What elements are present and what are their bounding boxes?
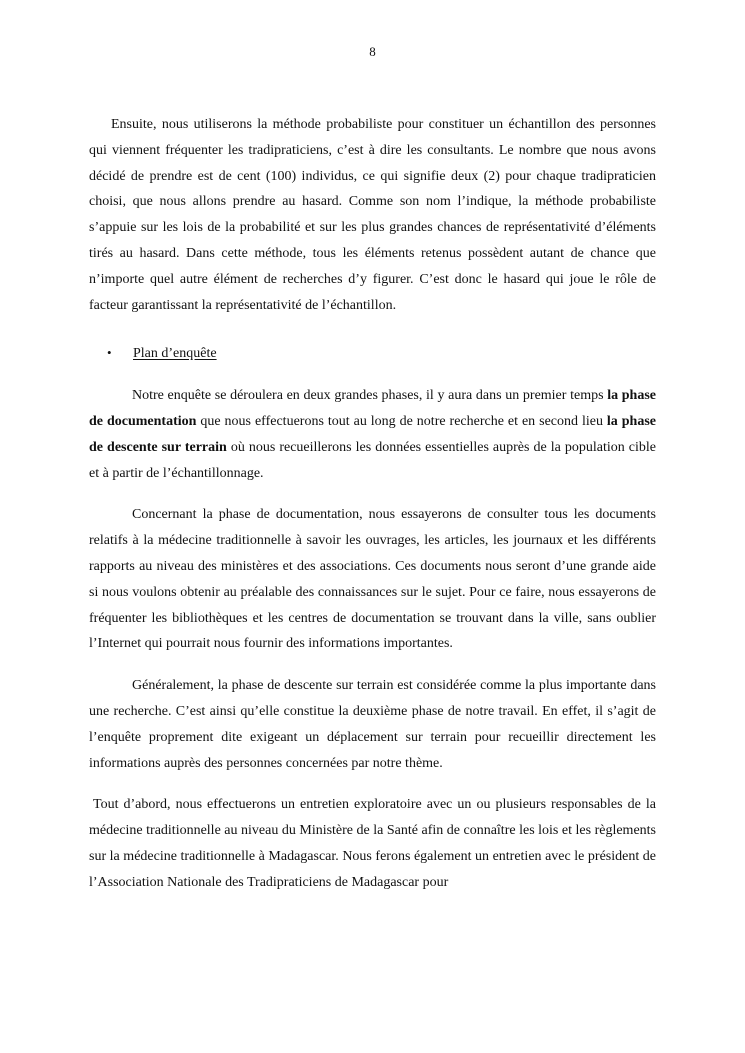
document-body xyxy=(89,112,656,896)
paragraph-text: que nous effectuerons tout au long de notre recherche et en second lieu xyxy=(196,413,607,429)
bold-phrase-field-phase: la phase de descente sur terrain xyxy=(89,413,657,455)
bold-phrase-documentation: la phase de documentation xyxy=(89,388,657,429)
page-number: 8 xyxy=(369,44,376,59)
paragraph-field-phase: Généralement, la phase de descente sur terrain est considérée comme la plus importante dans une recherche. C’est ainsi qu’elle constitue la deuxième phase de notre travail. En effet, il s’agit de l’enquête proprement dite exigeant un déplacement sur terrain pour recueillir directement les informations auprès des personnes concernées par notre thème. xyxy=(89,678,656,771)
section-heading-label: Plan d’enquête xyxy=(133,346,217,362)
paragraph-sampling-method: Ensuite, nous utiliserons la méthode probabiliste pour constituer un échantillon des personnes qui viennent fréquenter les tradipraticiens, c’est à dire les consultants. Le nombre que nous avons décidé de prendre est de cent (100) individus, ce qui signifie deux (2) pour chaque tradipraticien choisi, que nous allons prendre au hasard. Comme son nom l’indique, la méthode probabiliste s’appuie sur les lois de la probabilité et sur les plus grandes chances de représentativité d’éléments tirés au hasard. Dans cette méthode, tous les éléments retenus possèdent autant de chance que n’importe quel autre élément de recherches d’y figurer. C’est donc le hasard qui joue le rôle de facteur garantissant la représentativité de l’échantillon. xyxy=(89,117,656,313)
paragraph-text: Notre enquête se déroulera en deux grandes phases, il y aura dans un premier temps xyxy=(132,388,608,404)
section-heading-plan-enquete xyxy=(89,340,656,367)
paragraph-exploratory-interview: Tout d’abord, nous effectuerons un entretien exploratoire avec un ou plusieurs responsables de la médecine traditionnelle au niveau du Ministère de la Santé afin de connaître les lois et les règlements sur la médecine traditionnelle à Madagascar. Nous ferons également un entretien avec le président de l’Association Nationale des Tradipraticiens de Madagascar pour xyxy=(89,797,656,890)
paragraph-text: où nous recueillerons les données essentielles auprès de la population cible et à partir de l’échantillonnage. xyxy=(89,439,656,481)
bullet-icon: • xyxy=(107,345,112,361)
paragraph-documentation-phase: Concernant la phase de documentation, nous essayerons de consulter tous les documents relatifs à la médecine traditionnelle à savoir les ouvrages, les articles, les journaux et les différents rapports au niveau des ministères et des associations. Ces documents nous seront d’une grande aide si nous voulons obtenir au préalable des connaissances sur le sujet. Pour ce faire, nous essayerons de fréquenter les bibliothèques et les centres de documentation se trouvant dans la ville, sans oublier l’Internet qui pourrait nous fournir des informations importantes. xyxy=(89,507,656,652)
paragraph-survey-phases xyxy=(89,383,656,486)
